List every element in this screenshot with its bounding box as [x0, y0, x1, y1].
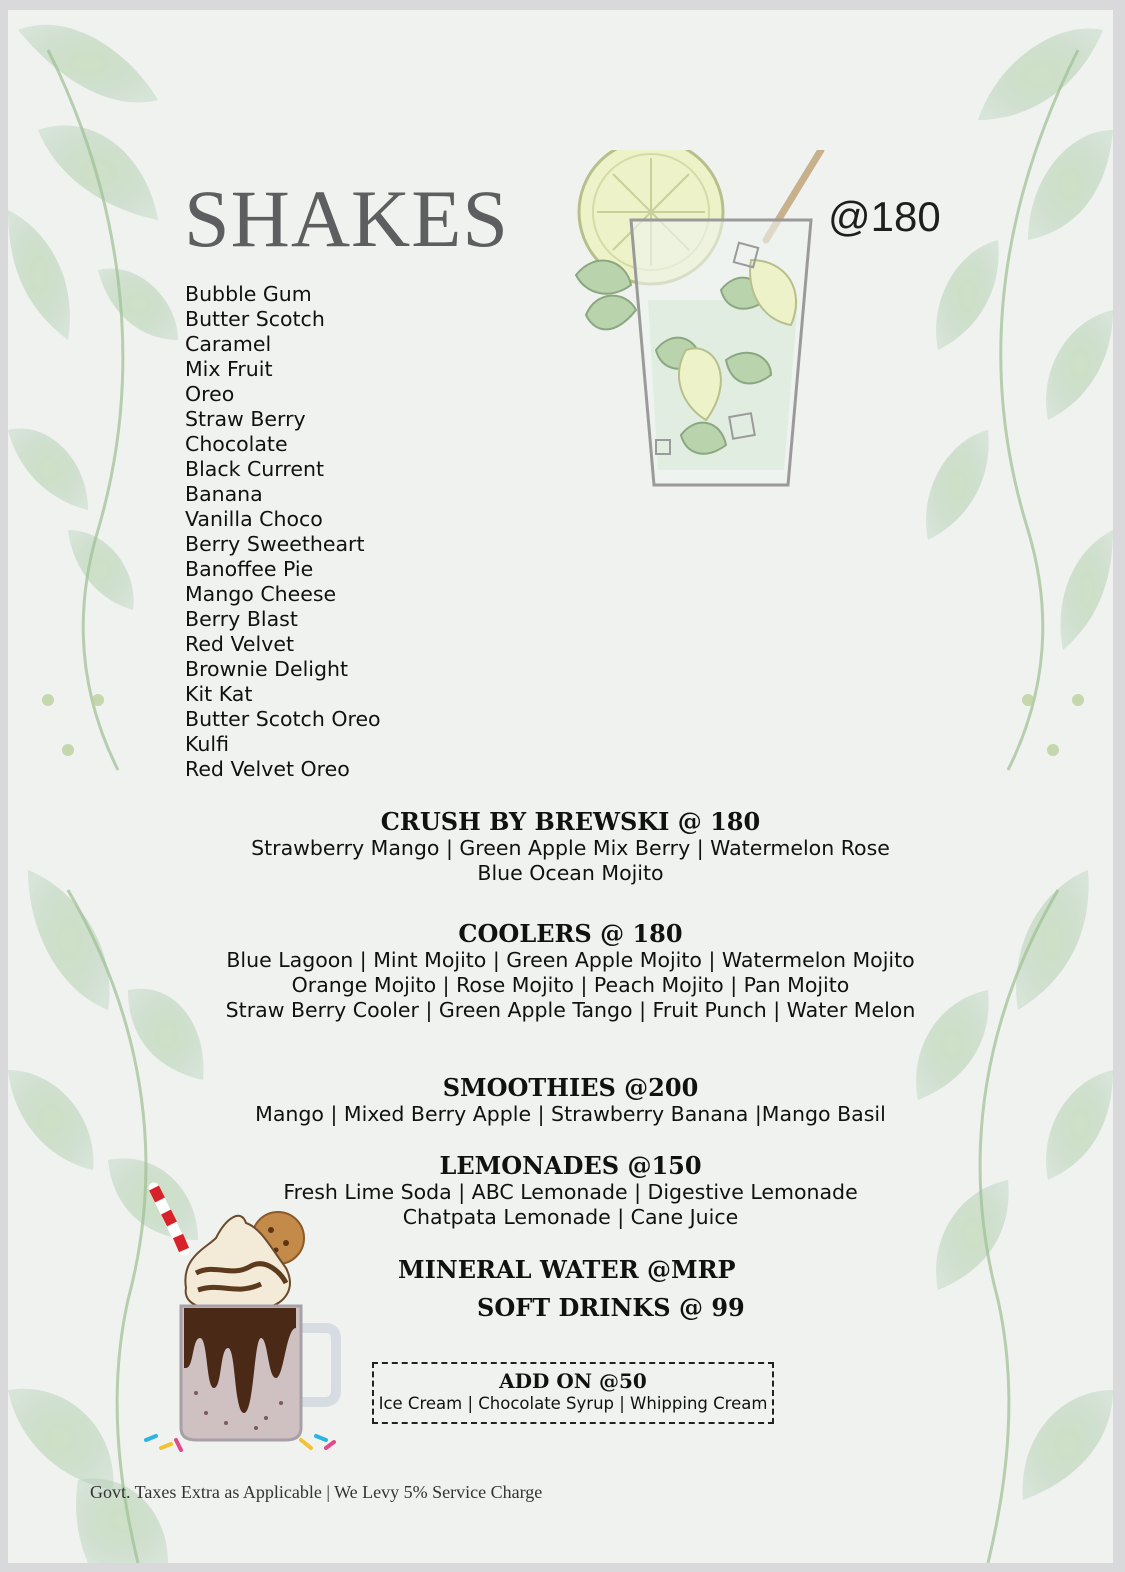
- shake-item: Red Velvet Oreo: [185, 757, 350, 781]
- shake-item: Caramel: [185, 332, 272, 356]
- coolers-line: Orange Mojito | Rose Mojito | Peach Mojito | Pan Mojito: [291, 973, 850, 997]
- shake-item: Banana: [185, 482, 263, 506]
- addon-box: [372, 1362, 774, 1424]
- smoothies-line: Mango | Mixed Berry Apple | Strawberry Banana |Mango Basil: [255, 1102, 886, 1126]
- shake-item: Red Velvet: [185, 632, 294, 656]
- smoothies-title: SMOOTHIES @200: [442, 1073, 699, 1102]
- shakes-list: [185, 282, 381, 782]
- crush-line: Blue Ocean Mojito: [477, 861, 664, 885]
- coolers-section: [78, 920, 1063, 1023]
- menu-page: [8, 10, 1113, 1563]
- shake-item: Mix Fruit: [185, 357, 273, 381]
- lemonades-section: [78, 1152, 1063, 1230]
- shake-item: Berry Sweetheart: [185, 532, 365, 556]
- coolers-line: Straw Berry Cooler | Green Apple Tango | Fruit Punch | Water Melon: [225, 998, 916, 1022]
- crush-section: [78, 808, 1063, 886]
- shake-item: Vanilla Choco: [185, 507, 323, 531]
- soft-drinks-title: SOFT DRINKS @ 99: [477, 1293, 745, 1322]
- lemonades-line: Fresh Lime Soda | ABC Lemonade | Digestive Lemonade: [283, 1180, 858, 1204]
- addon-title: ADD ON @50: [499, 1369, 647, 1393]
- lemonades-line: Chatpata Lemonade | Cane Juice: [402, 1205, 739, 1229]
- shake-item: Butter Scotch: [185, 307, 325, 331]
- shakes-title: SHAKES: [184, 173, 509, 264]
- shake-item: Berry Blast: [185, 607, 298, 631]
- shake-item: Chocolate: [185, 432, 288, 456]
- shake-item: Bubble Gum: [185, 282, 312, 306]
- coolers-title: COOLERS @ 180: [458, 919, 683, 948]
- coolers-line: Blue Lagoon | Mint Mojito | Green Apple Mojito | Watermelon Mojito: [226, 948, 915, 972]
- shake-item: Banoffee Pie: [185, 557, 314, 581]
- footer-note: Govt. Taxes Extra as Applicable | We Levy 5% Service Charge: [90, 1482, 543, 1502]
- smoothies-section: [78, 1074, 1063, 1127]
- shake-item: Brownie Delight: [185, 657, 348, 681]
- lemonades-title: LEMONADES @150: [439, 1151, 702, 1180]
- shake-item: Straw Berry: [185, 407, 306, 431]
- crush-line: Strawberry Mango | Green Apple Mix Berry | Watermelon Rose: [251, 836, 890, 860]
- shake-item: Butter Scotch Oreo: [185, 707, 381, 731]
- addon-items: Ice Cream | Chocolate Syrup | Whipping Cream: [378, 1394, 768, 1413]
- shake-item: Kulfi: [185, 732, 230, 756]
- shakes-price: @180: [828, 193, 941, 240]
- shake-item: Kit Kat: [185, 682, 253, 706]
- shake-item: Mango Cheese: [185, 582, 337, 606]
- mojito-glass-icon: [556, 150, 836, 500]
- crush-title: CRUSH BY BREWSKI @ 180: [380, 807, 761, 836]
- mineral-water-title: MINERAL WATER @MRP: [398, 1255, 736, 1284]
- shake-item: Black Current: [185, 457, 324, 481]
- shake-item: Oreo: [185, 382, 235, 406]
